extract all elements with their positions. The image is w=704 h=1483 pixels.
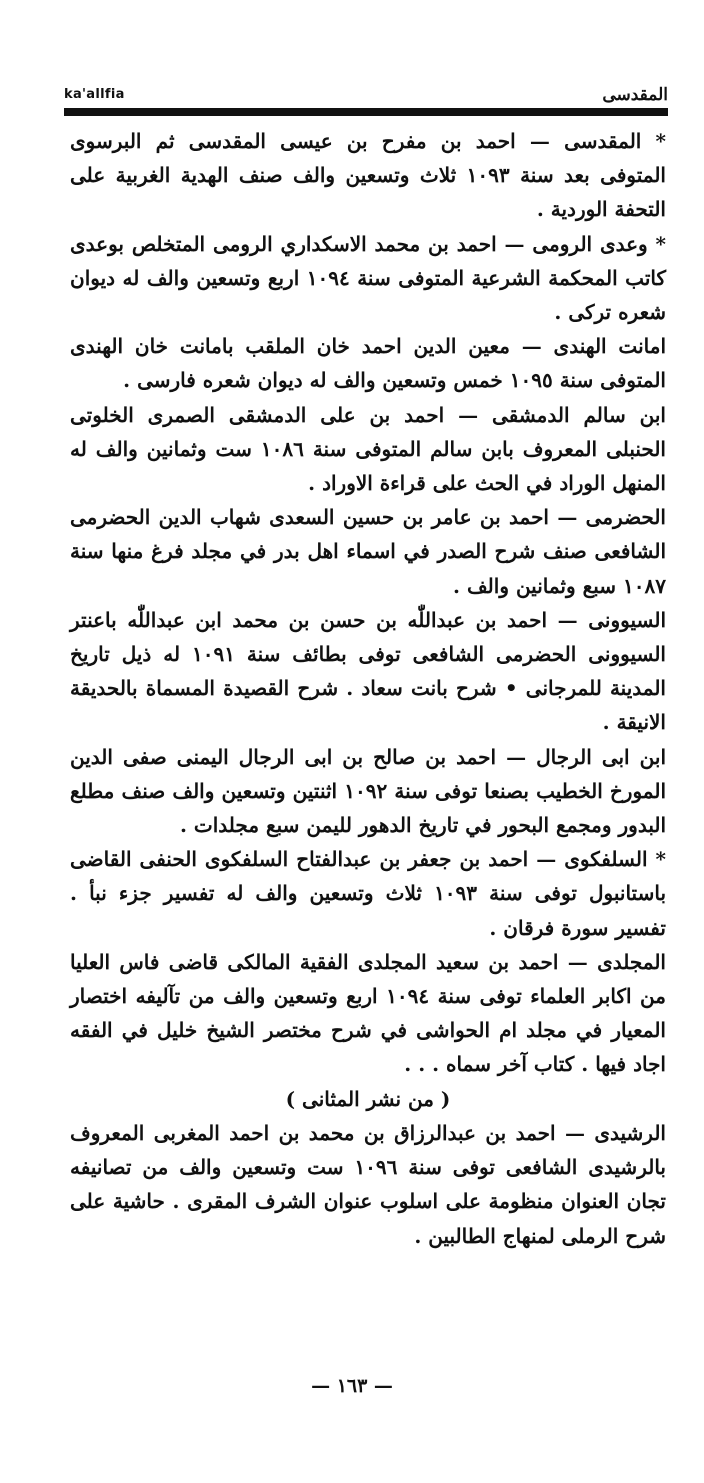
entry-majladi: المجلدى — احمد بن سعيد المجلدى الفقية المالكى قاضى فاس العليا من اكابر العلماء توفى سنة ١٠٩٤ اربع وتسعين والف من تآليفه اختصار المعيار في مجلد ام الحواشى في شرح مختصر الشيخ خليل في الفقه اجاد فيها . كتاب آخر سماه . . . — [70, 949, 666, 1077]
entry-maqdisi: * المقدسى — احمد بن مفرح بن عيسى المقدسى ثم البرسوى المتوفى بعد سنة ١٠٩٣ ثلاث وتسعين والف صنف الهدية الغربية على التحفة الوردية . — [70, 129, 666, 222]
header-left-label: ka'allfia — [64, 87, 125, 102]
entry-hadrami: الحضرمى — احمد بن عامر بن حسين السعدى شهاب الدين الحضرمى الشافعى صنف شرح الصدر في اسماء اهل بدر في مجلد فرغ منها سنة ١٠٨٧ سبع وثمانين والف . — [70, 505, 666, 598]
header-rule — [64, 108, 668, 116]
entry-rashidi: الرشيدى — احمد بن عبدالرزاق بن محمد بن احمد المغربى المعروف بالرشيدى الشافعى توفى سنة ١٠٩٦ ست وتسعين والف من تصانيفه تجان العنوان منظومة على اسلوب عنوان الشرف المقرى . حاشية على شرح الرملى لمنهاج الطالبين . — [70, 1120, 666, 1248]
entry-wadi-rumi: * وعدى الرومى — احمد بن محمد الاسكداري الرومى المتخلص بوعدى كاتب المحكمة الشرعية المتوفى سنة ١٠٩٤ اربع وتسعين والف له ديوان شعره تركى . — [70, 231, 666, 325]
entry-amanat-hindi: امانت الهندى — معين الدين احمد خان الملقب بامانت خان الهندى المتوفى سنة ١٠٩٥ خمس وتسعين والف له ديوان شعره فارسى . — [70, 334, 666, 393]
entry-ibn-abi-rijal: ابن ابى الرجال — احمد بن صالح بن ابى الرجال اليمنى صفى الدين المورخ الخطيب بصنعا توفى سنة ١٠٩٢ اثنتين وتسعين والف صنف مطلع البدور ومجمع البحور في تاريخ الدهور لليمن سبع مجلدات . — [70, 744, 667, 838]
entry-saywuni: السيوونى — احمد بن عبداللّٰه بن حسن بن محمد ابن عبداللّٰه باعنتر السيوونى الحضرمى الشافعى توفى بطائف سنة ١٠٩١ له ذيل تاريخ المدينة للمرجانى • شرح بانت سعاد . شرح القصيدة المسماة بالحديقة الانيقة . — [70, 607, 666, 735]
entry-salafkawi: * السلفكوى — احمد بن جعفر بن عبدالفتاح السلفكوى الحنفى القاضى باستانبول توفى سنة ١٠٩٣ ثلاث وتسعين والف له تفسير جزء نبأ . تفسير سورة فرقان . — [70, 847, 667, 940]
body-text — [70, 124, 666, 1253]
source-note: ( من نشر المثانى ) — [285, 1086, 451, 1111]
entry-ibn-salim: ابن سالم الدمشقى — احمد بن على الدمشقى الصمرى الخلوتى الحنبلى المعروف بابن سالم المتوفى سنة ١٠٨٦ ست وثمانين والف له المنهل الوراد في الحث على قراءة الاوراد . — [70, 402, 666, 496]
page-number: — ١٦٣ — — [311, 1375, 393, 1397]
header-title: المقدسى — [602, 85, 668, 105]
